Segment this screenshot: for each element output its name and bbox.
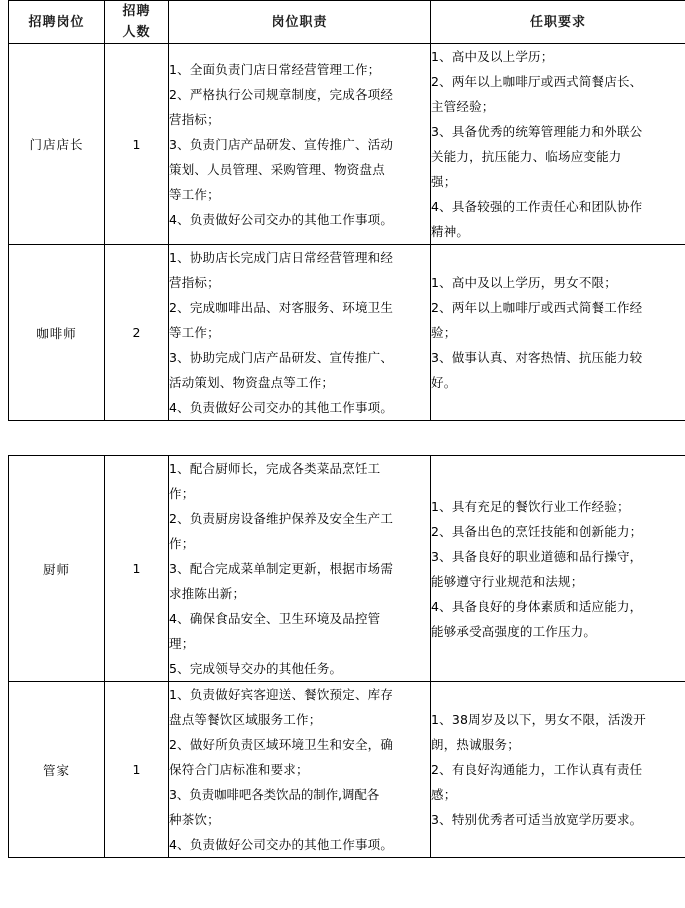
requirement-line: 2、具备出色的烹饪技能和创新能力； xyxy=(431,523,643,539)
column-header-requirement-line1: 任职要求 xyxy=(529,14,586,30)
cell-duty xyxy=(169,44,431,245)
duty-line: 活动策划、物资盘点等工作； xyxy=(169,375,335,390)
requirement-line: 主管经验； xyxy=(431,99,495,114)
requirement-line: 3、具备良好的职业道德和品行操守， xyxy=(431,548,643,564)
column-header-post xyxy=(9,1,105,44)
cell-requirement xyxy=(431,682,685,858)
requirement-line: 2、有良好沟通能力，工作认真有责任 xyxy=(431,762,643,777)
duty-line: 营指标； xyxy=(169,275,220,290)
recruitment-table-1 xyxy=(8,0,685,421)
header-row xyxy=(9,1,685,44)
requirement-line: 验； xyxy=(431,325,457,340)
duty-line: 2、做好所负责区域环境卫生和安全，确 xyxy=(169,737,394,752)
requirement-line: 3、具备优秀的统筹管理能力和外联公 xyxy=(431,124,643,139)
requirement-line: 3、特别优秀者可适当放宽学历要求。 xyxy=(431,812,643,827)
requirement-line: 1、38周岁及以下，男女不限，活泼开 xyxy=(431,712,646,727)
duty-line: 1、协助店长完成门店日常经营管理和经 xyxy=(169,250,394,265)
duty-line: 3、负责咖啡吧各类饮品的制作,调配各 xyxy=(169,787,380,802)
cell-duty xyxy=(169,245,431,421)
requirement-line: 精神。 xyxy=(431,224,470,239)
requirement-line: 2、两年以上咖啡厅或西式简餐店长、 xyxy=(431,74,643,89)
cell-duty xyxy=(169,682,431,858)
duty-line: 4、负责做好公司交办的其他工作事项。 xyxy=(169,211,394,227)
requirement-line: 能够承受高强度的工作压力。 xyxy=(431,623,597,639)
cell-post: 门店店长 xyxy=(9,44,105,245)
duty-line: 作； xyxy=(169,486,195,501)
duty-line: 1、配合厨师长，完成各类菜品烹饪工 xyxy=(169,461,381,476)
duty-line: 作； xyxy=(169,536,195,551)
requirement-line: 强； xyxy=(431,174,457,189)
requirement-line: 关能力，抗压能力、临场应变能力 xyxy=(431,149,622,164)
column-header-requirement xyxy=(431,1,685,44)
cell-duty xyxy=(169,456,431,682)
duty-line: 1、全面负责门店日常经营管理工作； xyxy=(169,61,381,77)
duty-line: 等工作； xyxy=(169,325,220,340)
cell-count: 1 xyxy=(105,456,169,682)
table-body-1 xyxy=(9,44,685,421)
table-row xyxy=(9,682,685,858)
duty-line: 等工作； xyxy=(169,186,220,202)
duty-line: 求推陈出新； xyxy=(169,586,246,601)
cell-requirement xyxy=(431,245,685,421)
cell-count: 1 xyxy=(105,44,169,245)
column-header-count-line1: 招聘 xyxy=(122,4,151,19)
requirement-line: 好。 xyxy=(431,375,457,390)
table-row xyxy=(9,44,685,245)
requirement-line: 1、具有充足的餐饮行业工作经验； xyxy=(431,498,630,514)
requirement-line: 4、具备较强的工作责任心和团队协作 xyxy=(431,199,643,214)
duty-line: 4、负责做好公司交办的其他工作事项。 xyxy=(169,837,394,852)
requirement-line: 1、高中及以上学历； xyxy=(431,49,554,64)
duty-line: 5、完成领导交办的其他任务。 xyxy=(169,661,343,676)
column-header-duty xyxy=(169,1,431,44)
duty-line: 3、负责门店产品研发、宣传推广、活动 xyxy=(169,136,394,152)
table-row xyxy=(9,456,685,682)
requirement-line: 能够遵守行业规范和法规； xyxy=(431,573,584,589)
duty-line: 3、协助完成门店产品研发、宣传推广、 xyxy=(169,350,394,365)
requirement-line: 3、做事认真、对客热情、抗压能力较 xyxy=(431,350,643,365)
cell-post: 咖啡师 xyxy=(9,245,105,421)
duty-line: 盘点等餐饮区域服务工作； xyxy=(169,712,322,727)
requirement-line: 2、两年以上咖啡厅或西式简餐工作经 xyxy=(431,300,643,315)
duty-line: 2、负责厨房设备维护保养及安全生产工 xyxy=(169,511,394,526)
duty-line: 4、负责做好公司交办的其他工作事项。 xyxy=(169,400,394,415)
duty-line: 2、严格执行公司规章制度，完成各项经 xyxy=(169,86,394,102)
duty-line: 3、配合完成菜单制定更新，根据市场需 xyxy=(169,561,394,576)
table-body-2 xyxy=(9,456,685,858)
requirement-line: 4、具备良好的身体素质和适应能力， xyxy=(431,598,643,614)
cell-post: 厨师 xyxy=(9,456,105,682)
table-separator-gap xyxy=(0,421,685,455)
duty-line: 4、确保食品安全、卫生环境及品控管 xyxy=(169,611,381,626)
duty-line: 2、完成咖啡出品、对客服务、环境卫生 xyxy=(169,300,394,315)
duty-line: 种茶饮； xyxy=(169,812,220,827)
recruitment-table-2 xyxy=(8,455,685,858)
cell-count: 2 xyxy=(105,245,169,421)
duty-line: 1、负责做好宾客迎送、餐饮预定、库存 xyxy=(169,687,394,702)
requirement-line: 感； xyxy=(431,787,457,802)
duty-line: 理； xyxy=(169,636,195,651)
requirement-line: 朗，热诚服务； xyxy=(431,737,520,752)
cell-count: 1 xyxy=(105,682,169,858)
table-row xyxy=(9,245,685,421)
requirement-line: 1、高中及以上学历，男女不限； xyxy=(431,275,617,290)
cell-post: 管家 xyxy=(9,682,105,858)
table-header xyxy=(9,1,685,44)
duty-line: 保符合门店标准和要求； xyxy=(169,762,309,777)
cell-requirement xyxy=(431,456,685,682)
duty-line: 营指标； xyxy=(169,111,220,127)
column-header-duty-line1: 岗位职责 xyxy=(271,14,328,30)
cell-requirement xyxy=(431,44,685,245)
column-header-count-line2: 人数 xyxy=(122,25,151,40)
duty-line: 策划、人员管理、采购管理、物资盘点 xyxy=(169,161,385,177)
column-header-count xyxy=(105,1,169,44)
column-header-post-line1: 招聘岗位 xyxy=(28,14,85,30)
